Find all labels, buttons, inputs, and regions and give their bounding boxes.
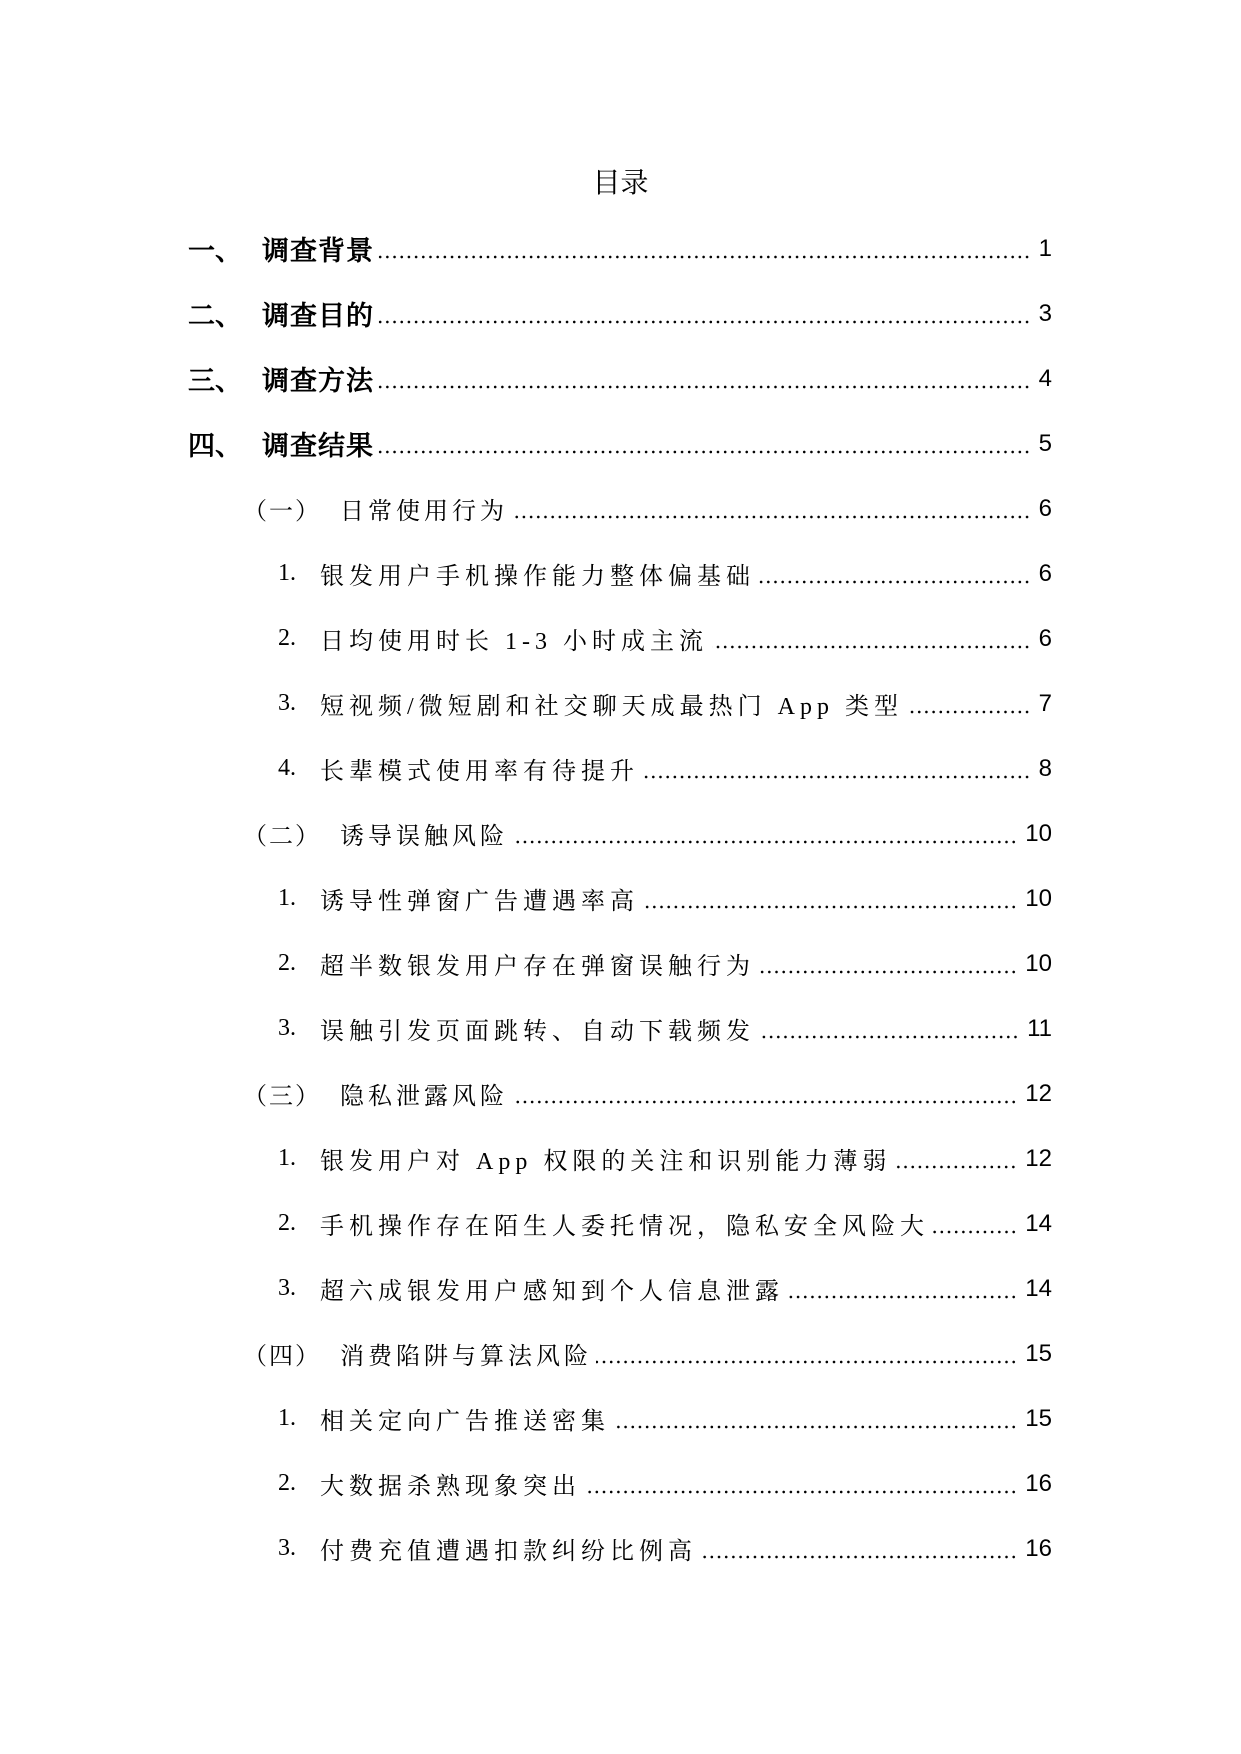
dot-leader <box>907 710 1031 714</box>
toc-entry-page-number[interactable]: 14 <box>1025 1274 1052 1302</box>
dot-leader <box>512 1100 1017 1104</box>
dot-leader <box>788 1295 1017 1299</box>
toc-entry-subsection[interactable] <box>188 541 1052 606</box>
toc-entry-page-number[interactable]: 6 <box>1038 624 1052 652</box>
toc-entry-title[interactable]: 调查背景 <box>262 236 374 266</box>
toc-entry-page-number[interactable]: 3 <box>1038 299 1052 327</box>
toc-entry-number: 1. <box>278 1145 296 1171</box>
toc-entry-title[interactable]: 诱导性弹窗广告遭遇率高 <box>320 889 639 915</box>
toc-entry-page-number[interactable]: 12 <box>1025 1079 1052 1107</box>
toc-entry-page-number[interactable]: 12 <box>1025 1144 1052 1172</box>
dot-leader <box>378 255 1031 259</box>
toc-entry-title[interactable]: 银发用户对 App 权限的关注和识别能力薄弱 <box>320 1149 892 1175</box>
dot-leader <box>712 645 1031 649</box>
toc-entry-number: 一、 <box>188 236 242 266</box>
toc-entry-page-number[interactable]: 6 <box>1038 494 1052 522</box>
toc-entry-subsection[interactable] <box>188 866 1052 931</box>
toc-entry-title[interactable]: 超半数银发用户存在弹窗误触行为 <box>320 954 755 980</box>
toc-entry-title[interactable]: 调查结果 <box>262 431 374 461</box>
toc-entry-page-number[interactable]: 10 <box>1025 884 1052 912</box>
toc-entry-number: 1. <box>278 885 296 911</box>
toc-entry-title[interactable]: 诱导误触风险 <box>340 824 508 850</box>
toc-entry-page-number[interactable]: 6 <box>1038 559 1052 587</box>
toc-entry-subsection[interactable] <box>188 1516 1052 1581</box>
dot-leader <box>512 515 1031 519</box>
toc-entry-daily-usage[interactable] <box>188 476 1052 541</box>
toc-entry-number: 4. <box>278 755 296 781</box>
toc-entry-privacy-leak-risk[interactable] <box>188 1061 1052 1126</box>
toc-entry-subsection[interactable] <box>188 996 1052 1061</box>
toc-entry-title[interactable]: 误触引发页面跳转、自动下载频发 <box>320 1019 755 1045</box>
toc-entry-number: 三、 <box>188 366 242 396</box>
toc-entry-number: 1. <box>278 560 296 586</box>
toc-entry-number: 2. <box>278 950 296 976</box>
page-title: 目录 <box>592 167 649 198</box>
toc-entry-title[interactable]: 手机操作存在陌生人委托情况，隐私安全风险大 <box>320 1214 929 1240</box>
toc-entry-title[interactable]: 日均使用时长 1-3 小时成主流 <box>320 629 708 655</box>
toc-entry-title[interactable]: 调查目的 <box>262 301 374 331</box>
toc-entry-title[interactable]: 相关定向广告推送密集 <box>320 1409 610 1435</box>
dot-leader <box>643 905 1017 909</box>
toc-entry-number: （四） <box>243 1344 321 1370</box>
toc-entry-consumer-trap-algorithm-risk[interactable] <box>188 1321 1052 1386</box>
toc-entry-number: 3. <box>278 1535 296 1561</box>
toc-entry-number: 2. <box>278 1470 296 1496</box>
toc-entry-title[interactable]: 日常使用行为 <box>340 499 508 525</box>
toc-entry-subsection[interactable] <box>188 606 1052 671</box>
toc-entry-title[interactable]: 消费陷阱与算法风险 <box>340 1344 592 1370</box>
dot-leader <box>378 320 1031 324</box>
toc-entry-number: 2. <box>278 1210 296 1236</box>
dot-leader <box>933 1230 1017 1234</box>
toc-entry-page-number[interactable]: 11 <box>1027 1014 1052 1042</box>
toc-entry-page-number[interactable]: 15 <box>1025 1339 1052 1367</box>
toc-entry-survey-method[interactable] <box>188 346 1052 411</box>
toc-entry-title[interactable]: 短视频/微短剧和社交聊天成最热门 App 类型 <box>320 694 903 720</box>
toc-entry-page-number[interactable]: 7 <box>1038 689 1052 717</box>
toc-entry-subsection[interactable] <box>188 671 1052 736</box>
toc-entry-subsection[interactable] <box>188 1386 1052 1451</box>
toc-entry-number: 3. <box>278 1275 296 1301</box>
toc-entry-page-number[interactable]: 10 <box>1025 949 1052 977</box>
dot-leader <box>596 1360 1017 1364</box>
toc-entry-subsection[interactable] <box>188 1126 1052 1191</box>
toc-entry-subsection[interactable] <box>188 736 1052 801</box>
toc-entry-page-number[interactable]: 16 <box>1025 1534 1052 1562</box>
dot-leader <box>895 1165 1017 1169</box>
toc-entry-page-number[interactable]: 4 <box>1038 364 1052 392</box>
dot-leader <box>585 1490 1017 1494</box>
toc-entry-number: （一） <box>243 499 321 525</box>
dot-leader <box>759 1035 1019 1039</box>
dot-leader <box>643 775 1031 779</box>
toc-entry-title[interactable]: 银发用户手机操作能力整体偏基础 <box>320 564 755 590</box>
toc-entry-title[interactable]: 隐私泄露风险 <box>340 1084 508 1110</box>
toc-entry-page-number[interactable]: 8 <box>1038 754 1052 782</box>
dot-leader <box>512 840 1017 844</box>
toc-entry-subsection[interactable] <box>188 931 1052 996</box>
toc-entry-number: 四、 <box>188 431 242 461</box>
dot-leader <box>701 1555 1017 1559</box>
toc-entry-number: 1. <box>278 1405 296 1431</box>
toc-entry-survey-results[interactable] <box>188 411 1052 476</box>
toc-entry-number: 3. <box>278 690 296 716</box>
toc-entry-title[interactable]: 超六成银发用户感知到个人信息泄露 <box>320 1279 784 1305</box>
dot-leader <box>759 580 1031 584</box>
toc-entry-subsection[interactable] <box>188 1191 1052 1256</box>
dot-leader <box>378 385 1031 389</box>
toc-entry-number: 2. <box>278 625 296 651</box>
toc-entry-number: 3. <box>278 1015 296 1041</box>
toc-entry-misleading-touch-risk[interactable] <box>188 801 1052 866</box>
toc-entry-title[interactable]: 付费充值遭遇扣款纠纷比例高 <box>320 1539 697 1565</box>
toc-entry-title[interactable]: 调查方法 <box>262 366 374 396</box>
toc-entry-number: 二、 <box>188 301 242 331</box>
dot-leader <box>614 1425 1017 1429</box>
toc-entry-number: （二） <box>243 824 321 850</box>
toc-entry-title[interactable]: 长辈模式使用率有待提升 <box>320 759 639 785</box>
toc-entry-page-number[interactable]: 15 <box>1025 1404 1052 1432</box>
dot-leader <box>759 970 1017 974</box>
toc-entry-page-number[interactable]: 5 <box>1038 429 1052 457</box>
toc-entry-survey-background[interactable] <box>188 216 1052 281</box>
toc-entry-title[interactable]: 大数据杀熟现象突出 <box>320 1474 581 1500</box>
table-of-contents <box>188 216 1052 1581</box>
toc-entry-page-number[interactable]: 16 <box>1025 1469 1052 1497</box>
toc-entry-page-number[interactable]: 10 <box>1025 819 1052 847</box>
toc-entry-page-number[interactable]: 1 <box>1038 234 1052 262</box>
dot-leader <box>378 450 1031 454</box>
toc-entry-page-number[interactable]: 14 <box>1025 1209 1052 1237</box>
toc-entry-subsection[interactable] <box>188 1256 1052 1321</box>
toc-entry-survey-purpose[interactable] <box>188 281 1052 346</box>
toc-entry-subsection[interactable] <box>188 1451 1052 1516</box>
toc-entry-number: （三） <box>243 1084 321 1110</box>
